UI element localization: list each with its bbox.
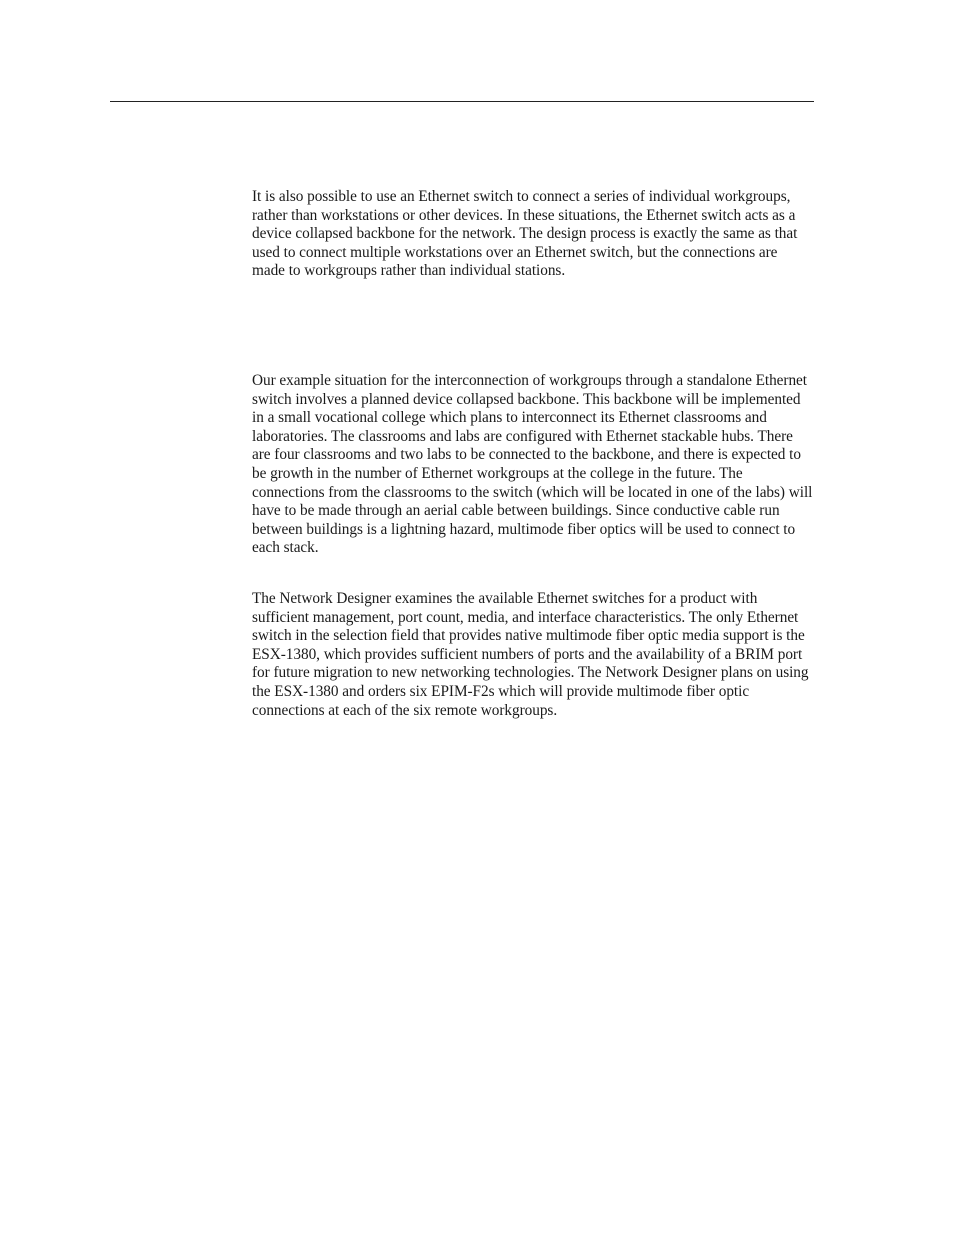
paragraph-example-situation: Our example situation for the interconnection of workgroups through a standalone Ethernet switch involves a planned device collapsed backbone. This backbone will be implemented in a small vocational college which plans to interconnect its Ethernet classrooms and laboratories. The classrooms and labs are configured with Ethernet stackable hubs. There are four classrooms and two labs to be connected to the backbone, and there is expected to be growth in the number of Ethernet workgroups at the college in the future. The connections from the classrooms to the switch (which will be located in one of the labs) will have to be made through an aerial cable between buildings. Since conductive cable run between buildings is a lightning hazard, multimode fiber optics will be used to connect to each stack. [252, 372, 813, 557]
paragraph-network-designer: The Network Designer examines the available Ethernet switches for a product with sufficient management, port count, media, and interface characteristics. The only Ethernet switch in the selection field that provides native multimode fiber optic media support is the ESX-1380, which provides sufficient numbers of ports and the availability of a BRIM port for future migration to new networking technologies. The Network Designer plans on using the ESX-1380 and orders six EPIM-F2s which will provide multimode fiber optic connections at each of the six remote workgroups. [252, 590, 809, 719]
paragraph-intro: It is also possible to use an Ethernet switch to connect a series of individual workgroups, rather than workstations or other devices. In these situations, the Ethernet switch acts as a device collapsed backbone for the network. The design process is exactly the same as that used to connect multiple workstations over an Ethernet switch, but the connections are made to workgroups rather than individual stations. [252, 188, 798, 280]
header-rule [110, 101, 814, 102]
